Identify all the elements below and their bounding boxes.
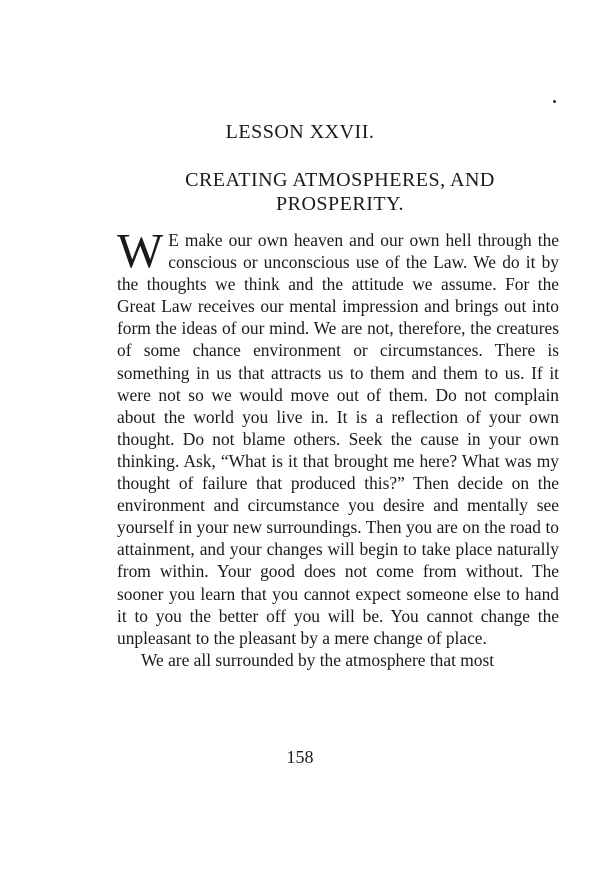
lesson-title-heading: CREATING ATMOSPHERES, AND PROSPERITY. xyxy=(185,169,495,215)
print-speck xyxy=(553,100,556,103)
body-paragraph-1: WE make our own heaven and our own hell through the conscious or unconscious use of the Law. We do it by the thoughts we think and the attitude we assume. For the Great Law receives our mental impression and brings out into form the ideas of our mind. We are not, therefore, the creatures of some chance environment or circumstances. There is something in us that attracts us to them and them to us. If it were not so we would move out of them. Do not complain about the world you live in. It is a reflection of your own thought. Do not blame others. Seek the cause in your own thinking. Ask, “What is it that brought me here? What was my thought of failure that produced this?” Then decide on the environment and circumstance you desire and mentally see yourself in your new surroundings. Then you are on the road to attainment, and your changes will begin to take place naturally from within. Your good does not come from without. The sooner you learn that you cannot expect someone else to hand it to you the better off you will be. You cannot change the unpleasant to the pleasant by a mere change of place. xyxy=(117,223,559,648)
body-text xyxy=(117,223,559,671)
body-paragraph-2: We are all surrounded by the atmosphere that most xyxy=(141,649,495,670)
lesson-number-heading: LESSON XXVII. xyxy=(225,121,375,143)
page-number: 158 xyxy=(286,747,314,767)
